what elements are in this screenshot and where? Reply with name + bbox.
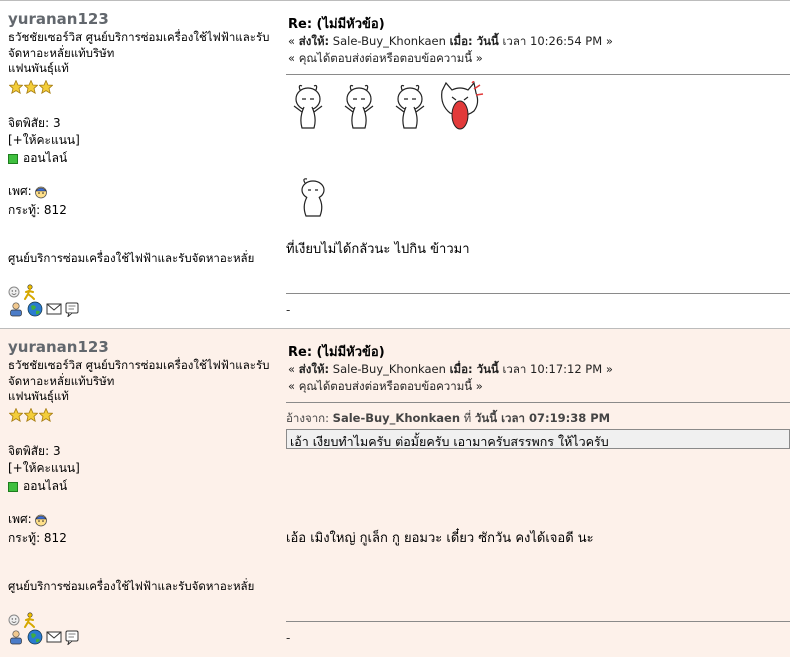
- quote-prefix: อ้างจาก:: [286, 411, 333, 425]
- meta-prefix: «: [288, 34, 299, 48]
- forum-post: [0, 0, 790, 328]
- applaud-link[interactable]: [+ให้คะแนน]: [8, 461, 80, 475]
- email-icon[interactable]: [46, 302, 62, 316]
- meta-time: เวลา 10:26:54 PM »: [498, 34, 613, 48]
- aim-icon[interactable]: [23, 284, 37, 300]
- status-icons: [8, 612, 37, 628]
- karma-label: จิตพิสัย: 3: [8, 444, 61, 458]
- gender-icon: [34, 185, 48, 199]
- username-link[interactable]: yuranan123: [8, 10, 109, 28]
- username-link[interactable]: yuranan123: [8, 338, 109, 356]
- meta-when-label: เมื่อ:: [449, 362, 473, 376]
- rank-stars: [9, 80, 53, 94]
- post-signature: -: [286, 631, 291, 645]
- user-custom-title: ธวัชชัยเซอร์วิส ศูนย์บริการซ่อมเครื่องใช้ไฟฟ้าและรับจัดหาอะหลั่ยแท้บริษัท: [8, 358, 270, 388]
- karma-label: จิตพิสัย: 3: [8, 116, 61, 130]
- star-icon: [9, 408, 23, 422]
- profile-icon[interactable]: [8, 629, 24, 645]
- post-count: กระทู้: 812: [8, 531, 67, 545]
- contact-icons: [8, 629, 79, 645]
- meta-day: วันนี้: [472, 362, 499, 376]
- online-status-icon: [8, 482, 18, 492]
- star-icon: [24, 408, 38, 422]
- meta-day: วันนี้: [472, 34, 499, 48]
- message-icon[interactable]: [65, 302, 79, 317]
- rank-stars: [9, 408, 53, 422]
- forum-post: [0, 328, 790, 657]
- signature-divider: [286, 621, 790, 622]
- star-icon: [24, 80, 38, 94]
- meta-to-value: Sale-Buy_Khonkaen: [329, 362, 450, 376]
- meta-when-label: เมื่อ:: [449, 34, 473, 48]
- rabbit-sticker-icon: [392, 84, 428, 134]
- post-divider: [286, 402, 790, 403]
- shouting-cat-sticker-icon: [436, 81, 484, 135]
- smiley-icon: [8, 286, 20, 298]
- meta-to-label: ส่งให้:: [298, 362, 330, 376]
- contact-icons: [8, 301, 79, 317]
- post-subject-link[interactable]: Re: (ไม่มีหัวข้อ): [288, 17, 385, 32]
- user-rank: แฟนพันธุ์แท้: [8, 61, 69, 75]
- online-status: [8, 149, 67, 168]
- post-body: ที่เงียบไม่ได้กลัวนะ ไปกิน ข้าวมา: [286, 242, 470, 257]
- gender-row: [8, 510, 48, 529]
- gender-label: เพศ:: [8, 184, 32, 198]
- rabbit-sticker-icon: [296, 178, 330, 220]
- reply-status-link[interactable]: « คุณได้ตอบส่งต่อหรือตอบข้อความนี้ »: [288, 51, 483, 65]
- online-label: ออนไลน์: [23, 479, 68, 493]
- gender-row: [8, 182, 48, 201]
- post-meta: [288, 33, 613, 51]
- gender-icon: [34, 513, 48, 527]
- quote-day: วันนี้: [474, 411, 498, 425]
- post-subject-link[interactable]: Re: (ไม่มีหัวข้อ): [288, 345, 385, 360]
- user-title: [8, 30, 280, 77]
- quote-time: เวลา 07:19:38 PM: [497, 411, 611, 425]
- status-icons: [8, 284, 37, 300]
- user-title: [8, 358, 280, 405]
- website-icon[interactable]: [27, 301, 43, 317]
- rabbit-sticker-icon: [290, 84, 326, 134]
- profile-icon[interactable]: [8, 301, 24, 317]
- post-divider: [286, 74, 790, 75]
- rabbit-sticker-icon: [341, 84, 377, 134]
- meta-to-value: Sale-Buy_Khonkaen: [329, 34, 450, 48]
- online-status: [8, 477, 67, 496]
- user-rank: แฟนพันธุ์แท้: [8, 389, 69, 403]
- quote-box: เอ้า เงียบทำไมครับ ต่อมั้ยครับ เอามาครับสรรพกร ให้ไวครับ: [286, 429, 790, 449]
- online-status-icon: [8, 154, 18, 164]
- meta-to-label: ส่งให้:: [298, 34, 330, 48]
- signature-divider: [286, 293, 790, 294]
- applaud-link[interactable]: [+ให้คะแนน]: [8, 133, 80, 147]
- gender-label: เพศ:: [8, 512, 32, 526]
- user-custom-title: ธวัชชัยเซอร์วิส ศูนย์บริการซ่อมเครื่องใช้ไฟฟ้าและรับจัดหาอะหลั่ยแท้บริษัท: [8, 30, 270, 60]
- quote-author-link[interactable]: Sale-Buy_Khonkaen: [332, 411, 461, 425]
- star-icon: [39, 408, 53, 422]
- star-icon: [39, 80, 53, 94]
- meta-prefix: «: [288, 362, 299, 376]
- quote-at: ที่: [460, 411, 475, 425]
- post-body: เอ้อ เมิงใหญ่ กูเล็ก กู ยอมวะ เดี๋ยว ซักวัน คงได้เจอดี นะ: [286, 531, 594, 546]
- star-icon: [9, 80, 23, 94]
- message-icon[interactable]: [65, 630, 79, 645]
- post-count: กระทู้: 812: [8, 203, 67, 217]
- reply-status-link[interactable]: « คุณได้ตอบส่งต่อหรือตอบข้อความนี้ »: [288, 379, 483, 393]
- quote-header: [286, 410, 610, 428]
- online-label: ออนไลน์: [23, 151, 68, 165]
- aim-icon[interactable]: [23, 612, 37, 628]
- post-meta: [288, 361, 613, 379]
- email-icon[interactable]: [46, 630, 62, 644]
- signature: ศูนย์บริการซ่อมเครื่องใช้ไฟฟ้าและรับจัดหาอะหลั่ย: [8, 251, 255, 265]
- post-signature: -: [286, 303, 291, 317]
- website-icon[interactable]: [27, 629, 43, 645]
- meta-time: เวลา 10:17:12 PM »: [498, 362, 613, 376]
- signature: ศูนย์บริการซ่อมเครื่องใช้ไฟฟ้าและรับจัดหาอะหลั่ย: [8, 579, 255, 593]
- smiley-icon: [8, 614, 20, 626]
